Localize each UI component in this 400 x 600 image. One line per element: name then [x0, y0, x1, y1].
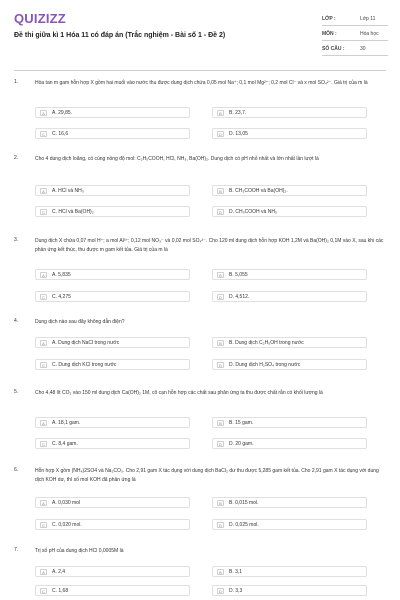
option-letter: B [217, 569, 224, 575]
question-number: 2. [14, 155, 19, 161]
question-number: 7. [14, 547, 19, 553]
option-text: C. 1,68 [52, 588, 69, 594]
option-letter: A [40, 500, 47, 506]
option-letter: B [217, 272, 224, 278]
option-text: A. Dung dịch NaCl trong nước [52, 340, 120, 346]
option-text: B. Dung dịch C₂H₅OH trong nước [229, 340, 304, 346]
meta-label: MÔN : [322, 31, 337, 37]
option-letter: B [217, 340, 224, 346]
option-letter: D [217, 522, 224, 528]
question-number: 5. [14, 389, 19, 395]
meta-underline [322, 40, 388, 41]
option-text: C. HCl và Ba(OH)₂ [52, 209, 94, 215]
option-letter: A [40, 569, 47, 575]
option-text: A. HCl và NH₃ [52, 188, 84, 194]
option-text: D. CH₃COOH và NH₃ [229, 209, 277, 215]
option-text: D. Dung dịch H₂SO₄ trong nước [229, 362, 301, 368]
option-d[interactable] [212, 291, 367, 302]
option-c[interactable] [35, 519, 190, 530]
option-c[interactable] [35, 585, 190, 596]
option-letter: A [40, 188, 47, 194]
option-text: C. Dung dịch KCl trong nước [52, 362, 117, 368]
option-text: A. 2,4 [52, 569, 66, 575]
question-text: Hòa tan m gam hỗn hợp X gồm hai muối vào nước thu được dung dịch chứa 0,05 mol Na⁺; 0,1 mol Mg²⁺; 0,2 mol Cl⁻ và x mol SO₄²⁻. Giá trị của m là [35, 80, 368, 86]
option-letter: C [40, 522, 47, 528]
option-text: A. 18,1 gam. [52, 420, 81, 426]
option-c[interactable] [35, 438, 190, 449]
option-text: C. 16,6 [52, 131, 69, 137]
option-d[interactable] [212, 128, 367, 139]
option-text: B. 5,055 [229, 272, 248, 278]
exam-title: Đề thi giữa kì 1 Hóa 11 có đáp án (Trắc nghiệm - Bài số 1 - Đề 2) [14, 32, 226, 39]
option-text: B. 0,015 mol. [229, 500, 259, 506]
option-text: C. 0,020 mol. [52, 522, 82, 528]
question-text: Dung dịch X chứa 0,07 mol H⁺; a mol Al³⁺; 0,12 mol NO₃⁻ và 0,02 mol SO₄²⁻. Cho 120 ml dung dịch hỗn hợp KOH 1,2M và Ba(OH)₂ 0,1M vào X, sau khi các phản ứng kết thúc, thu được m gam kết tủa. Giá trị của m là [35, 238, 384, 253]
option-b[interactable] [212, 337, 367, 348]
question-text: Cho 4,48 lít CO₂ vào 150 ml dung dịch Ca(OH)₂ 1M, cô cạn hỗn hợp các chất sau phản ứng ta thu được chất rắn có khối lượng là [35, 390, 323, 396]
option-d[interactable] [212, 438, 367, 449]
option-a[interactable] [35, 337, 190, 348]
option-letter: D [217, 588, 224, 594]
option-text: D. 20 gam. [229, 441, 254, 447]
option-text: A. 29,85. [52, 110, 73, 116]
option-c[interactable] [35, 291, 190, 302]
option-a[interactable] [35, 269, 190, 280]
option-letter: D [217, 294, 224, 300]
option-b[interactable] [212, 107, 367, 118]
question-text: Cho 4 dung dịch loãng, có cùng nồng độ mol: C₂H₅COOH, HCl, NH₃, Ba(OH)₂. Dung dịch có pH nhỏ nhất và lớn nhất lần lượt là [35, 156, 319, 162]
option-letter: C [40, 209, 47, 215]
meta-underline [322, 55, 388, 56]
question-number: 6. [14, 467, 19, 473]
option-text: B. 15 gam. [229, 420, 254, 426]
option-b[interactable] [212, 417, 367, 428]
option-text: A. 5,835 [52, 272, 71, 278]
option-letter: B [217, 110, 224, 116]
question-text: Hỗn hợp X gồm (NH₄)2SO4 và Na₂CO₃. Cho 2,91 gam X tác dụng với dung dịch BaCl₂ dư thu được 5,285 gam kết tủa. Cho 2,91 gam X tác dụng với dung dịch KOH dư, thì số mol KOH đã phản ứng là [35, 468, 379, 483]
option-letter: D [217, 362, 224, 368]
option-a[interactable] [35, 185, 190, 196]
quizizz-logo: QUIZIZZ [14, 11, 66, 26]
meta-label: SỐ CÂU : [322, 46, 345, 52]
option-letter: D [217, 441, 224, 447]
option-letter: C [40, 294, 47, 300]
option-letter: C [40, 362, 47, 368]
option-text: A. 0,030 mol [52, 500, 81, 506]
option-a[interactable] [35, 107, 190, 118]
option-text: B. CH₃COOH và Ba(OH)₂. [229, 188, 288, 194]
option-text: D. 0,025 mol. [229, 522, 259, 528]
option-b[interactable] [212, 269, 367, 280]
option-text: B. 3,1 [229, 569, 243, 575]
option-a[interactable] [35, 417, 190, 428]
option-letter: A [40, 420, 47, 426]
option-letter: B [217, 420, 224, 426]
option-text: D. 4,512. [229, 294, 250, 300]
option-text: D. 13,05 [229, 131, 248, 137]
option-letter: A [40, 272, 47, 278]
question-text: Trị số pH của dung dịch HCl 0,0005M là [35, 548, 124, 554]
meta-underline [322, 25, 388, 26]
meta-value: 30 [360, 46, 366, 52]
option-letter: B [217, 500, 224, 506]
option-b[interactable] [212, 497, 367, 508]
option-text: D. 3,3 [229, 588, 243, 594]
option-a[interactable] [35, 497, 190, 508]
meta-value: Hóa học [360, 31, 379, 37]
option-letter: C [40, 588, 47, 594]
option-c[interactable] [35, 359, 190, 370]
option-letter: D [217, 131, 224, 137]
option-b[interactable] [212, 185, 367, 196]
meta-value: Lớp 11 [360, 16, 376, 22]
option-d[interactable] [212, 206, 367, 217]
option-letter: C [40, 131, 47, 137]
option-b[interactable] [212, 566, 367, 577]
option-d[interactable] [212, 359, 367, 370]
option-c[interactable] [35, 206, 190, 217]
question-number: 4. [14, 318, 19, 324]
option-text: C. 8,4 gam. [52, 441, 78, 447]
option-letter: B [217, 188, 224, 194]
meta-label: LỚP : [322, 16, 336, 22]
option-c[interactable] [35, 128, 190, 139]
option-text: C. 4,275 [52, 294, 71, 300]
question-number: 3. [14, 237, 19, 243]
option-text: B. 23,7. [229, 110, 247, 116]
option-letter: D [217, 209, 224, 215]
header-divider [14, 70, 386, 71]
question-number: 1. [14, 79, 19, 85]
option-d[interactable] [212, 519, 367, 530]
option-letter: A [40, 340, 47, 346]
option-a[interactable] [35, 566, 190, 577]
option-letter: A [40, 110, 47, 116]
option-d[interactable] [212, 585, 367, 596]
question-text: Dung dịch nào sau đây không dẫn điện? [35, 319, 125, 325]
option-letter: C [40, 441, 47, 447]
